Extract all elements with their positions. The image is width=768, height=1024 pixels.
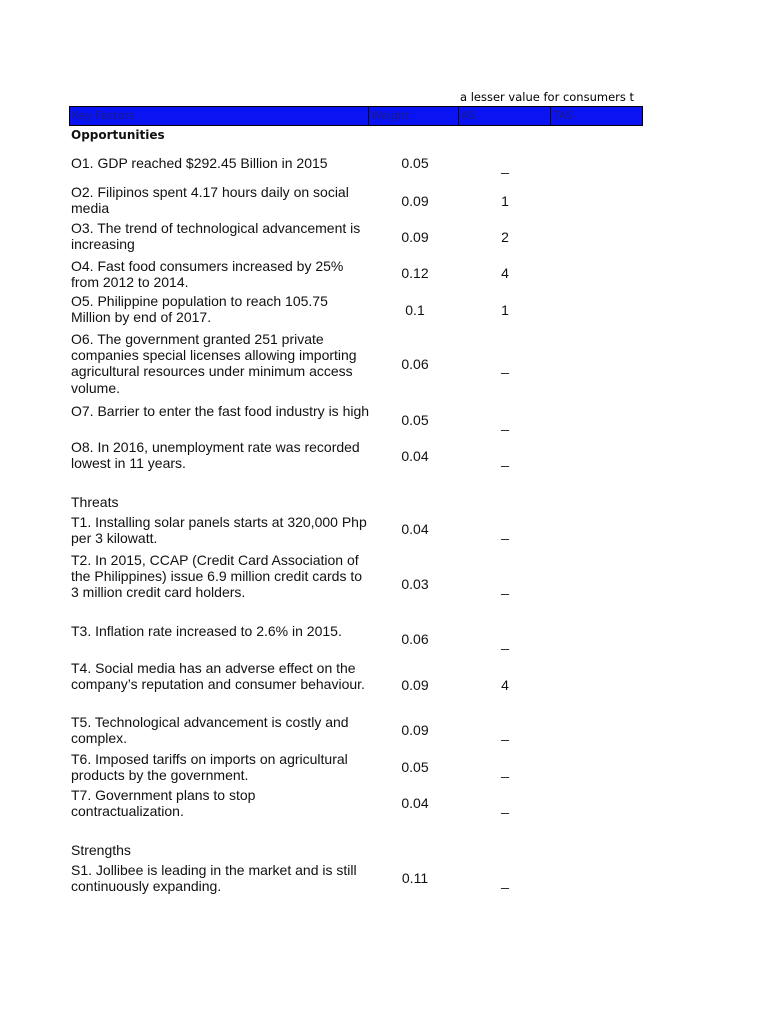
as-value: _: [501, 158, 509, 174]
factor-text: O6. The government granted 251 private companies special licenses allowing importing agricultural resources under minimum access volume.: [71, 331, 357, 396]
as-value: _: [501, 579, 509, 595]
weight-value: 0.04: [401, 521, 429, 537]
weight-value: 0.12: [401, 265, 429, 281]
weight-value: 0.06: [401, 631, 429, 647]
section-threats: Threats: [71, 494, 119, 510]
as-value: _: [501, 524, 509, 540]
section-strengths: Strengths: [71, 842, 131, 858]
factor-text: S1. Jollibee is leading in the market and is still continuously expanding.: [71, 862, 357, 895]
factor-text: T4. Social media has an adverse effect on the company’s reputation and consumer behaviour.: [71, 660, 365, 693]
as-value: 4: [501, 677, 509, 693]
weight-value: 0.05: [401, 412, 429, 428]
factor-text: O3. The trend of technological advancement is increasing: [71, 220, 361, 253]
factor-text: T1. Installing solar panels starts at 320,000 Php per 3 kilowatt.: [71, 514, 367, 547]
as-value: _: [501, 415, 509, 431]
factor-text: O1. GDP reached $292.45 Billion in 2015: [71, 155, 328, 171]
weight-value: 0.05: [401, 759, 429, 775]
as-value: 1: [501, 302, 509, 318]
as-value: _: [501, 873, 509, 889]
as-value: _: [501, 358, 509, 374]
as-value: 1: [501, 193, 509, 209]
factor-text: O4. Fast food consumers increased by 25% from 2012 to 2014.: [71, 258, 344, 291]
as-value: _: [501, 451, 509, 467]
factor-text: T5. Technological advancement is costly and complex.: [71, 714, 349, 747]
factor-text: O5. Philippine population to reach 105.75 Million by end of 2017.: [71, 293, 328, 326]
factor-text: T7. Government plans to stop contractualization.: [71, 787, 256, 820]
factor-text: T3. Inflation rate increased to 2.6% in 2015.: [71, 623, 342, 639]
column-header-weight: Weight: [369, 107, 459, 125]
table-header: [69, 106, 643, 126]
header-note: a lesser value for consumers t: [460, 90, 635, 104]
as-value: _: [501, 762, 509, 778]
weight-value: 0.04: [401, 448, 429, 464]
weight-value: 0.1: [405, 302, 425, 318]
as-value: _: [501, 725, 509, 741]
column-header-tas: TAS: [553, 109, 574, 122]
weight-value: 0.11: [401, 870, 429, 886]
as-value: 4: [501, 265, 509, 281]
weight-value: 0.09: [401, 677, 429, 693]
weight-value: 0.04: [401, 795, 429, 811]
column-header-key-factors: Key Factors: [70, 107, 369, 125]
as-value: _: [501, 798, 509, 814]
factor-text: T6. Imposed tariffs on imports on agricultural products by the government.: [71, 751, 348, 784]
weight-value: 0.03: [401, 576, 429, 592]
weight-value: 0.06: [401, 356, 429, 372]
weight-value: 0.05: [401, 155, 429, 171]
as-value: 2: [501, 229, 509, 245]
factor-text: O7. Barrier to enter the fast food industry is high: [71, 403, 370, 419]
factor-text: T2. In 2015, CCAP (Credit Card Association of the Philippines) issue 6.9 million credit cards to 3 million credit card holders.: [71, 552, 363, 601]
weight-value: 0.09: [401, 193, 429, 209]
section-opportunities: Opportunities: [71, 128, 165, 142]
weight-value: 0.09: [401, 722, 429, 738]
factor-text: O2. Filipinos spent 4.17 hours daily on social media: [71, 184, 349, 217]
weight-value: 0.09: [401, 229, 429, 245]
column-header-as: AS: [459, 107, 551, 125]
factor-text: O8. In 2016, unemployment rate was recorded lowest in 11 years.: [71, 439, 360, 472]
as-value: _: [501, 634, 509, 650]
